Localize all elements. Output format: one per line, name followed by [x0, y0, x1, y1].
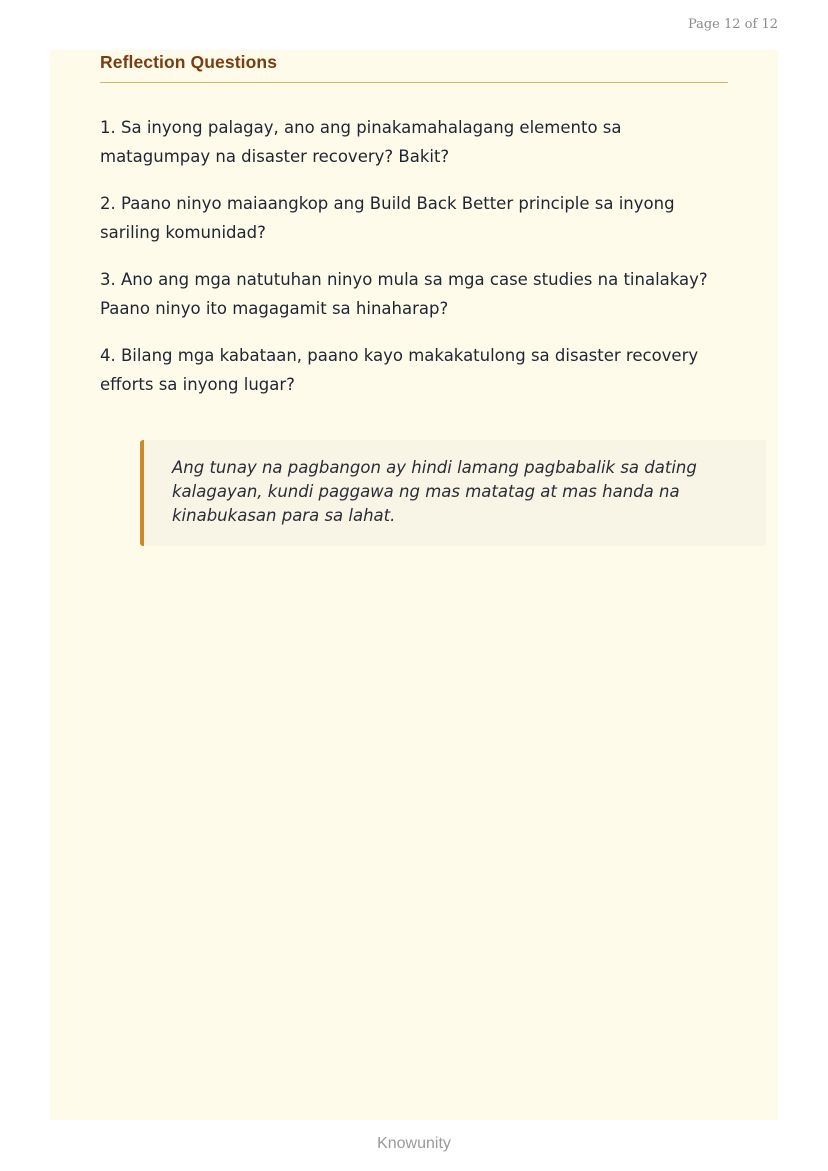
reflection-question: 3. Ano ang mga natutuhan ninyo mula sa mga case studies na tinalakay? Paano ninyo ito magagamit sa hinaharap?	[100, 270, 708, 318]
reflection-question-list	[100, 113, 730, 417]
title-divider	[100, 82, 728, 83]
section-title: Reflection Questions	[100, 52, 278, 72]
reflection-question: 2. Paano ninyo maiaangkop ang Build Back Better principle sa inyong sariling komunidad?	[100, 194, 675, 242]
footer-brand: Knowunity	[377, 1135, 451, 1152]
content-area	[50, 50, 778, 1120]
quote-text: Ang tunay na pagbangon ay hindi lamang pagbabalik sa dating kalagayan, kundi paggawa ng mas matatag at mas handa na kinabukasan para sa lahat.	[172, 458, 697, 525]
reflection-question: 4. Bilang mga kabataan, paano kayo makakatulong sa disaster recovery efforts sa inyong lugar?	[100, 346, 699, 394]
reflection-question: 1. Sa inyong palagay, ano ang pinakamahalagang elemento sa matagumpay na disaster recovery? Bakit?	[100, 118, 622, 166]
page-number: Page 12 of 12	[687, 17, 778, 32]
closing-quote	[140, 440, 766, 546]
